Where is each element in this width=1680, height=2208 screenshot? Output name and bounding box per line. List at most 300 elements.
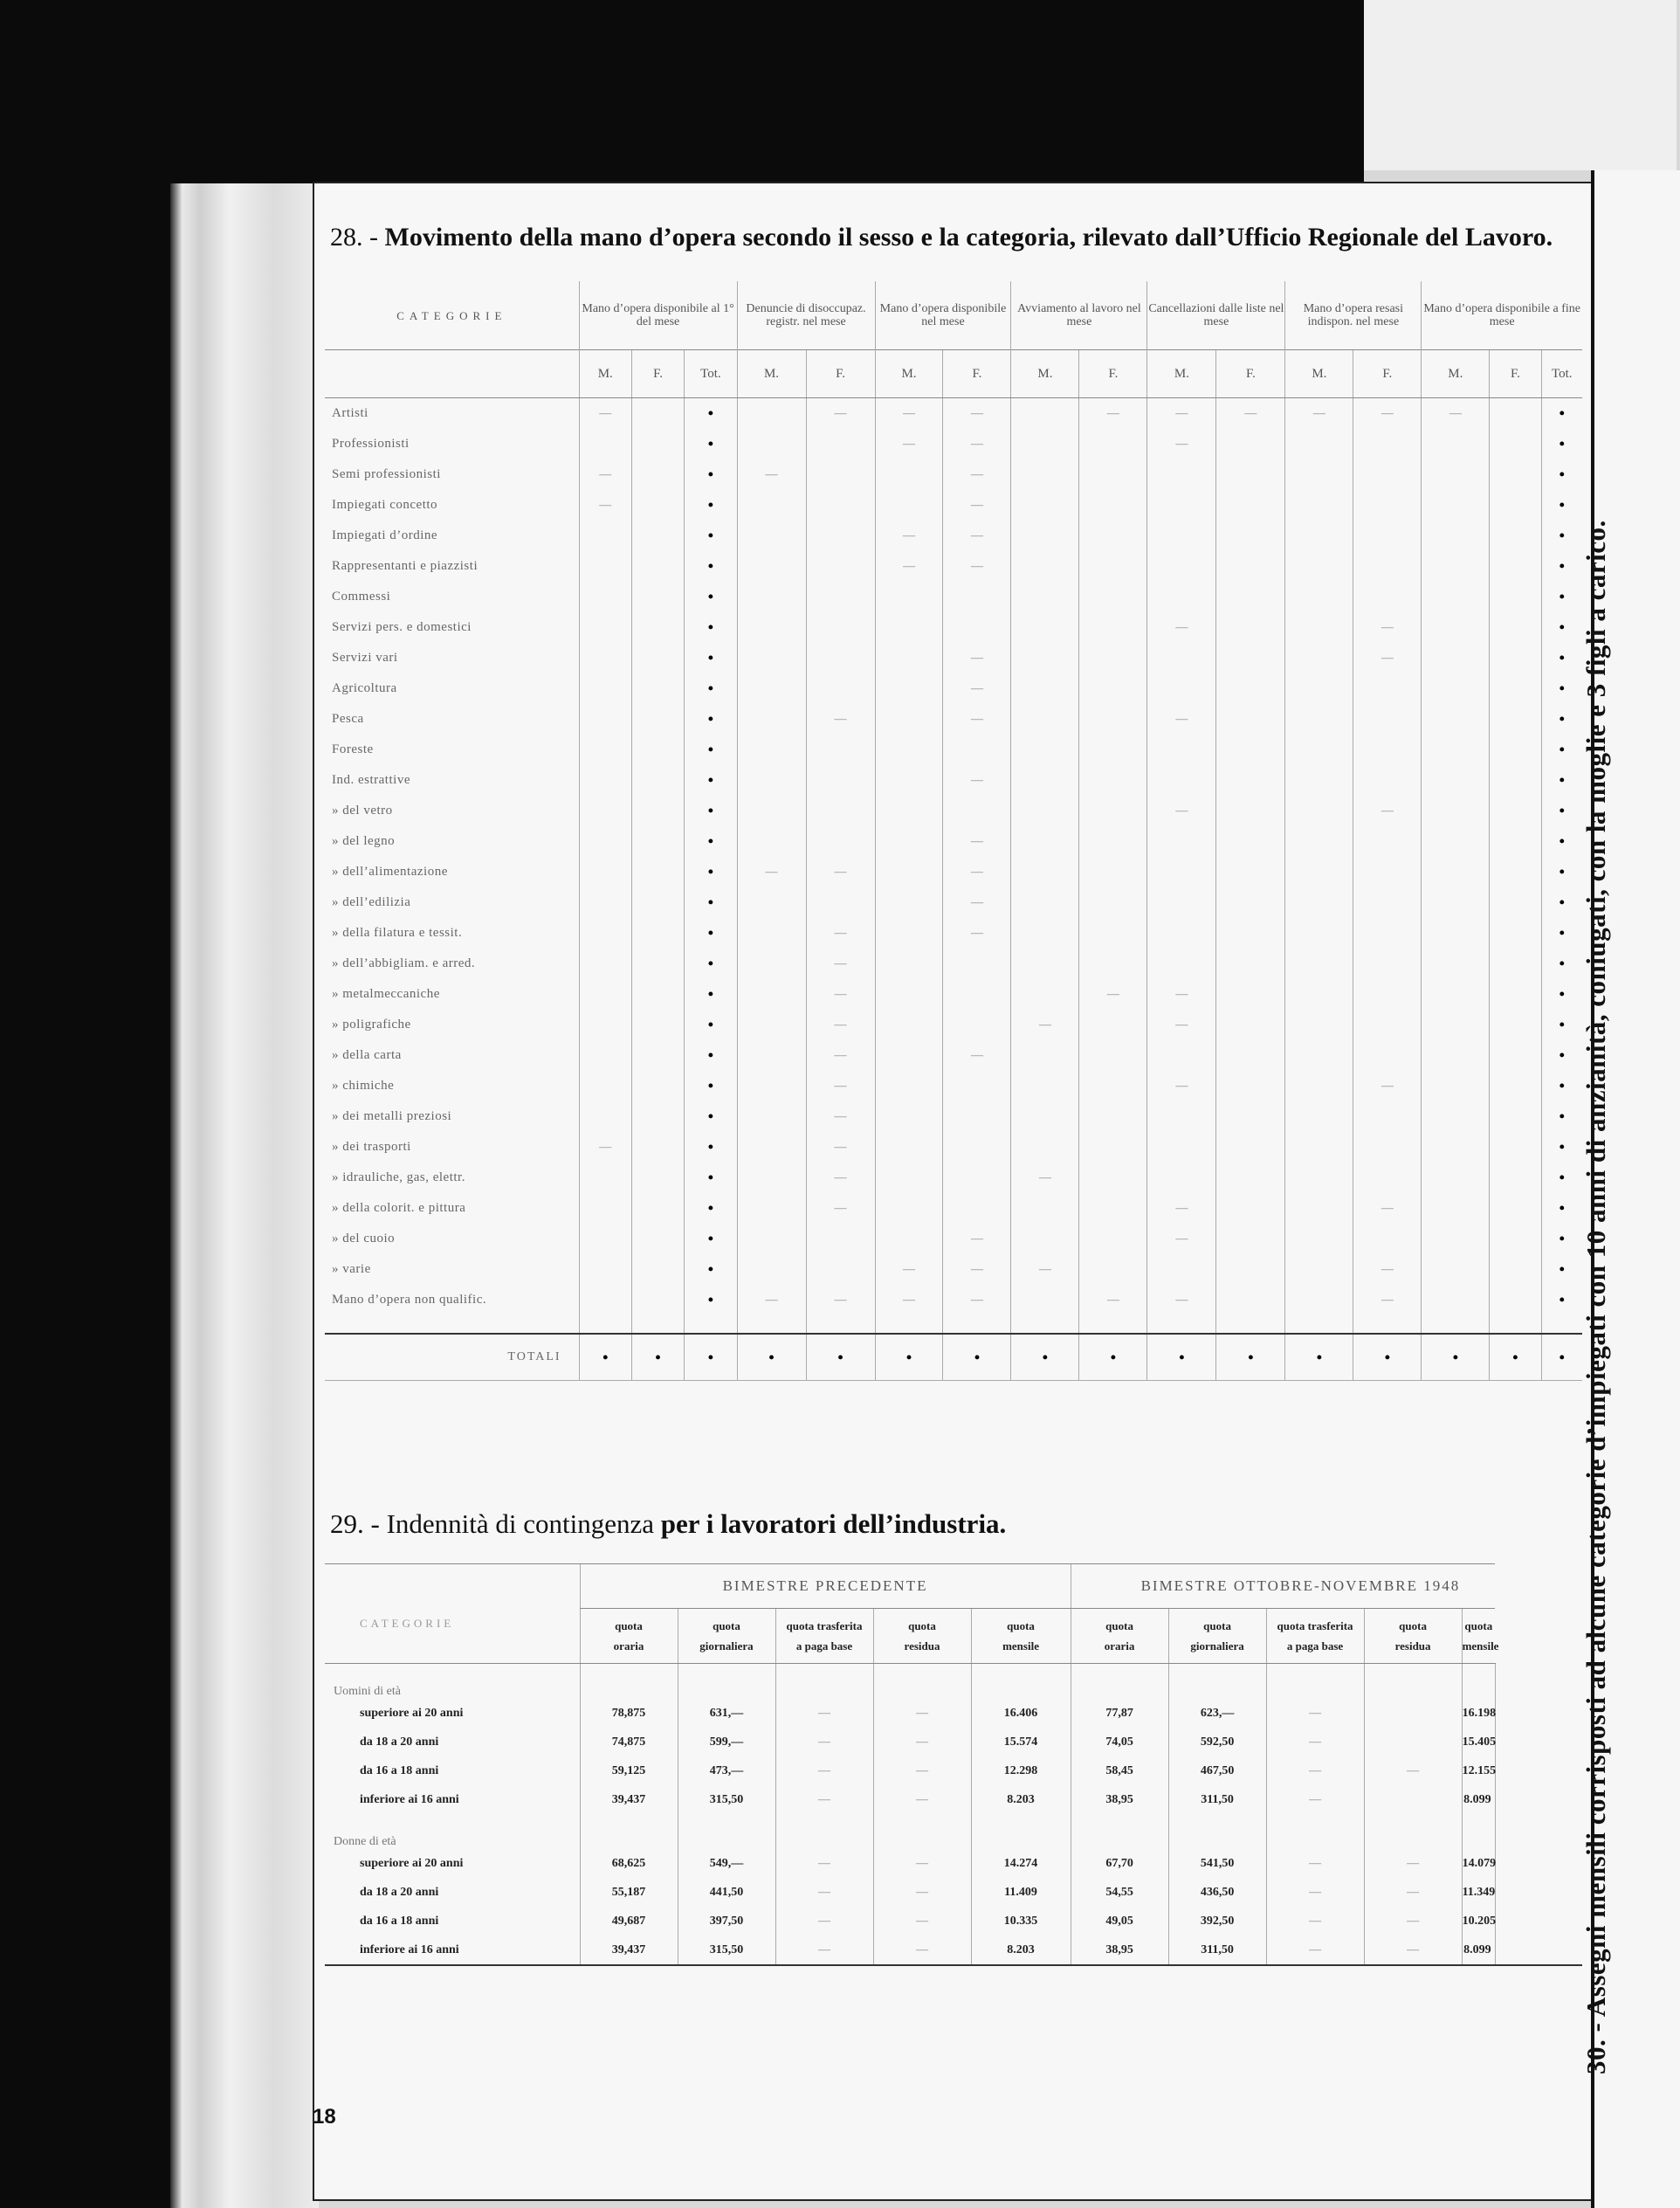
value-cell: 78,875 [580, 1699, 678, 1728]
empty-cell [631, 429, 684, 459]
value-cell: 8.099 [1462, 1785, 1495, 1814]
total-dot: • [737, 1334, 806, 1381]
total-dot: • [1541, 551, 1582, 582]
empty-cell [1490, 735, 1541, 765]
total-dot: • [685, 490, 737, 521]
spacer-cell [579, 1315, 631, 1334]
empty-cell [1147, 1163, 1216, 1193]
table-row [325, 398, 1582, 430]
empty-dash: — [1353, 612, 1422, 643]
empty-cell [1079, 1163, 1147, 1193]
empty-cell [579, 796, 631, 826]
empty-cell [1353, 459, 1422, 490]
table-row [325, 490, 1582, 521]
empty-cell [1490, 1285, 1541, 1315]
empty-cell [1490, 1132, 1541, 1163]
value-cell: — [873, 1756, 971, 1785]
table-row [325, 1254, 1582, 1285]
value-cell: — [1266, 1849, 1364, 1878]
row-label: superiore ai 20 anni [360, 1856, 464, 1870]
empty-cell [631, 857, 684, 887]
empty-cell [579, 979, 631, 1010]
row-category-label: » idrauliche, gas, elettr. [332, 1170, 465, 1184]
value-cell: 49,05 [1071, 1907, 1168, 1935]
empty-dash: — [1353, 796, 1422, 826]
empty-cell [737, 1224, 806, 1254]
empty-cell [1216, 1010, 1285, 1040]
subheader-sex: Tot. [1541, 350, 1582, 398]
empty-cell [1079, 459, 1147, 490]
empty-dash: — [806, 1132, 875, 1163]
spacer-cell [1216, 1315, 1285, 1334]
row-label: da 18 a 20 anni [360, 1885, 439, 1899]
value-cell: 467,50 [1168, 1756, 1266, 1785]
empty-cell [579, 429, 631, 459]
value-cell: — [775, 1699, 873, 1728]
table29-title-plain: Indennità di contingenza [386, 1508, 655, 1539]
empty-cell [875, 887, 943, 918]
empty-cell [1285, 1193, 1353, 1224]
empty-cell [579, 1224, 631, 1254]
empty-cell [579, 1071, 631, 1101]
empty-dash: — [1011, 1010, 1079, 1040]
empty-cell [943, 979, 1011, 1010]
value-cell: 74,05 [1071, 1728, 1168, 1756]
empty-dash: — [1147, 1071, 1216, 1101]
empty-cell [1353, 887, 1422, 918]
empty-cell [1011, 887, 1079, 918]
empty-cell [1422, 551, 1490, 582]
total-dot: • [1541, 1163, 1582, 1193]
empty-cell [1168, 1664, 1266, 1700]
row-category-label: » chimiche [332, 1079, 395, 1093]
empty-cell [1285, 582, 1353, 612]
subheader-sex: F. [631, 350, 684, 398]
empty-cell [631, 1224, 684, 1254]
empty-cell [875, 949, 943, 979]
empty-cell [1011, 673, 1079, 704]
empty-cell [806, 490, 875, 521]
total-dot: • [685, 551, 737, 582]
empty-cell [631, 826, 684, 857]
empty-cell [1422, 826, 1490, 857]
quota-header-line2: a paga base [1286, 1639, 1344, 1653]
empty-cell [737, 673, 806, 704]
empty-cell [1353, 1040, 1422, 1071]
empty-dash: — [875, 1254, 943, 1285]
empty-cell [1422, 429, 1490, 459]
subheader-sex: M. [737, 350, 806, 398]
table29-cost-of-living-allowance [325, 1563, 1582, 1966]
empty-cell [806, 521, 875, 551]
empty-cell [1285, 1101, 1353, 1132]
empty-cell [1422, 490, 1490, 521]
empty-cell [1147, 1101, 1216, 1132]
empty-cell [579, 1010, 631, 1040]
quota-header-line1: quota trasferita [1277, 1619, 1353, 1632]
empty-dash: — [806, 918, 875, 949]
table-row [325, 1728, 1582, 1756]
quota-header-line1: quota [1464, 1619, 1493, 1632]
empty-cell [1285, 551, 1353, 582]
empty-dash: — [806, 1040, 875, 1071]
empty-cell [579, 673, 631, 704]
table-row [325, 1132, 1582, 1163]
table-row [325, 826, 1582, 857]
empty-cell [1079, 429, 1147, 459]
empty-cell [1285, 673, 1353, 704]
empty-cell [806, 1254, 875, 1285]
total-dot: • [685, 673, 737, 704]
empty-cell [1490, 796, 1541, 826]
total-dot: • [1541, 612, 1582, 643]
empty-cell [1285, 521, 1353, 551]
empty-cell [1490, 673, 1541, 704]
total-dot: • [1541, 735, 1582, 765]
quota-header [678, 1609, 775, 1664]
row-label: da 16 a 18 anni [360, 1914, 439, 1928]
value-cell: — [1266, 1756, 1364, 1785]
empty-cell [631, 1010, 684, 1040]
empty-cell [943, 1193, 1011, 1224]
quota-header-line2: oraria [1104, 1639, 1135, 1653]
table-row [325, 429, 1582, 459]
empty-cell [943, 582, 1011, 612]
spacer-cell [1541, 1315, 1582, 1334]
empty-cell [1147, 673, 1216, 704]
value-cell: — [873, 1849, 971, 1878]
empty-cell [875, 1071, 943, 1101]
empty-cell [1490, 918, 1541, 949]
value-cell: — [775, 1756, 873, 1785]
quota-header-line2: giornaliera [699, 1639, 754, 1653]
value-cell: — [873, 1935, 971, 1965]
row-category-label: » metalmeccaniche [332, 987, 440, 1001]
empty-cell [737, 643, 806, 673]
empty-cell [1147, 582, 1216, 612]
empty-cell [1147, 459, 1216, 490]
empty-cell [1079, 1101, 1147, 1132]
empty-cell [1216, 979, 1285, 1010]
empty-cell [579, 1163, 631, 1193]
book-binding [170, 183, 319, 2208]
empty-cell [737, 521, 806, 551]
empty-cell [631, 490, 684, 521]
empty-cell [1216, 887, 1285, 918]
empty-cell [1216, 949, 1285, 979]
row-category-label: » poligrafiche [332, 1018, 411, 1032]
value-cell [1364, 1699, 1462, 1728]
empty-cell [1216, 765, 1285, 796]
empty-cell [1147, 857, 1216, 887]
row-category-label: » varie [332, 1262, 371, 1276]
empty-dash: — [806, 857, 875, 887]
empty-cell [631, 1132, 684, 1163]
total-dot: • [685, 1071, 737, 1101]
empty-cell [1011, 612, 1079, 643]
value-cell: 14.274 [971, 1849, 1071, 1878]
total-dot: • [579, 1334, 631, 1381]
empty-cell [737, 887, 806, 918]
empty-cell [1216, 704, 1285, 735]
empty-cell [775, 1664, 873, 1700]
empty-cell [737, 1010, 806, 1040]
empty-cell [1422, 735, 1490, 765]
row-category-label: Mano d’opera non qualific. [332, 1293, 487, 1307]
total-dot: • [1541, 521, 1582, 551]
empty-cell [1495, 1935, 1582, 1965]
empty-cell [678, 1814, 775, 1849]
quota-header [775, 1609, 873, 1664]
table-row [325, 1935, 1582, 1965]
value-cell: — [873, 1785, 971, 1814]
value-cell: 12.155 [1462, 1756, 1495, 1785]
total-dot: • [1541, 1224, 1582, 1254]
empty-dash: — [943, 643, 1011, 673]
quota-header-line2: residua [904, 1639, 940, 1653]
empty-cell [875, 1224, 943, 1254]
empty-cell [737, 826, 806, 857]
empty-cell [1490, 551, 1541, 582]
empty-cell [1147, 490, 1216, 521]
quota-header [580, 1609, 678, 1664]
empty-cell [1353, 857, 1422, 887]
empty-cell [1079, 1132, 1147, 1163]
empty-cell [1422, 521, 1490, 551]
subheader-sex: M. [1011, 350, 1079, 398]
empty-cell [631, 582, 684, 612]
quota-header-line1: quota trasferita [786, 1619, 863, 1632]
row-category-label: » dei trasporti [332, 1140, 411, 1154]
total-dot: • [1541, 1010, 1582, 1040]
empty-cell [1216, 918, 1285, 949]
empty-cell [579, 735, 631, 765]
empty-cell [1353, 826, 1422, 857]
empty-cell [631, 1285, 684, 1315]
value-cell: 39,437 [580, 1785, 678, 1814]
table-row [325, 459, 1582, 490]
value-cell: — [1364, 1935, 1462, 1965]
empty-cell [1495, 1907, 1582, 1935]
spacer-cell [806, 1315, 875, 1334]
table-row [325, 1010, 1582, 1040]
row-category-label: Foreste [332, 742, 374, 756]
value-cell: 8.203 [971, 1935, 1071, 1965]
empty-cell [1285, 796, 1353, 826]
group-header: Mano d’opera disponibile al 1° del mese [579, 281, 737, 350]
empty-cell [1011, 459, 1079, 490]
total-dot: • [685, 1285, 737, 1315]
empty-cell [1079, 551, 1147, 582]
empty-cell [631, 612, 684, 643]
table-row [325, 765, 1582, 796]
empty-cell [1422, 887, 1490, 918]
subheader-sex: M. [1422, 350, 1490, 398]
empty-cell [1462, 1814, 1495, 1849]
total-dot: • [685, 643, 737, 673]
total-dot: • [1541, 490, 1582, 521]
empty-dash: — [943, 1285, 1011, 1315]
table-row [325, 582, 1582, 612]
empty-cell [579, 612, 631, 643]
total-dot: • [1541, 1071, 1582, 1101]
quota-header-line1: quota [1399, 1619, 1427, 1632]
empty-dash: — [943, 398, 1011, 430]
total-dot: • [685, 887, 737, 918]
subheader-sex: M. [579, 350, 631, 398]
empty-cell [1495, 1878, 1582, 1907]
value-cell: 11.349 [1462, 1878, 1495, 1907]
empty-cell [580, 1814, 678, 1849]
total-dot: • [685, 612, 737, 643]
empty-dash: — [943, 459, 1011, 490]
empty-dash: — [1285, 398, 1353, 430]
quota-header [1168, 1609, 1266, 1664]
empty-dash: — [737, 459, 806, 490]
empty-cell [1422, 1010, 1490, 1040]
empty-cell [1011, 1285, 1079, 1315]
empty-cell [943, 1010, 1011, 1040]
empty-dash: — [943, 429, 1011, 459]
empty-cell [875, 459, 943, 490]
empty-cell [1147, 887, 1216, 918]
empty-cell [775, 1814, 873, 1849]
table-row [325, 1699, 1582, 1728]
empty-dash: — [1147, 1193, 1216, 1224]
empty-cell [1216, 1040, 1285, 1071]
quota-header [1462, 1609, 1499, 1664]
empty-cell [631, 1163, 684, 1193]
empty-cell [1422, 979, 1490, 1010]
empty-cell [1011, 1224, 1079, 1254]
value-cell: 541,50 [1168, 1849, 1266, 1878]
empty-cell [1011, 918, 1079, 949]
value-cell: — [873, 1699, 971, 1728]
empty-cell [1285, 429, 1353, 459]
empty-cell [806, 735, 875, 765]
empty-cell [1216, 826, 1285, 857]
total-dot: • [1541, 643, 1582, 673]
empty-dash: — [875, 398, 943, 430]
value-cell: — [775, 1907, 873, 1935]
table-row [325, 1193, 1582, 1224]
empty-cell [737, 735, 806, 765]
subheader-sex: F. [1216, 350, 1285, 398]
spacer-cell [1422, 1315, 1490, 1334]
value-cell: 8.203 [971, 1785, 1071, 1814]
empty-cell [737, 1071, 806, 1101]
empty-cell [1285, 979, 1353, 1010]
row-category-label: » della carta [332, 1048, 402, 1062]
total-dot: • [1541, 1132, 1582, 1163]
row-category-label: Impiegati concetto [332, 498, 438, 512]
empty-cell [1079, 643, 1147, 673]
empty-cell [737, 1040, 806, 1071]
empty-cell [1216, 643, 1285, 673]
empty-cell [631, 459, 684, 490]
empty-cell [579, 857, 631, 887]
empty-cell [1422, 459, 1490, 490]
value-cell: 311,50 [1168, 1935, 1266, 1965]
empty-cell [1422, 796, 1490, 826]
empty-cell [875, 826, 943, 857]
table28-number: 28. - [330, 223, 378, 252]
value-cell: 631,— [678, 1699, 775, 1728]
empty-cell [1079, 857, 1147, 887]
spacer-cell [943, 1315, 1011, 1334]
row-category-label: » della filatura e tessit. [332, 926, 463, 940]
empty-cell [737, 429, 806, 459]
total-dot: • [1541, 429, 1582, 459]
empty-cell [631, 521, 684, 551]
empty-cell [1285, 918, 1353, 949]
empty-cell [1011, 429, 1079, 459]
empty-dash: — [1353, 1285, 1422, 1315]
total-dot: • [1490, 1334, 1541, 1381]
row-category-label: Rappresentanti e piazzisti [332, 559, 479, 573]
value-cell: — [1266, 1878, 1364, 1907]
empty-dash: — [737, 857, 806, 887]
empty-cell [1216, 1193, 1285, 1224]
empty-cell [1216, 612, 1285, 643]
spacer-cell [631, 1315, 684, 1334]
subheader-sex: F. [806, 350, 875, 398]
empty-cell [1011, 1193, 1079, 1224]
empty-dash: — [1011, 1254, 1079, 1285]
empty-dash: — [1422, 398, 1490, 430]
value-cell: 436,50 [1168, 1878, 1266, 1907]
table-row [325, 551, 1582, 582]
empty-cell [631, 551, 684, 582]
empty-dash: — [1353, 398, 1422, 430]
row-category-label: Professionisti [332, 437, 410, 451]
value-cell: — [873, 1907, 971, 1935]
empty-cell [806, 643, 875, 673]
empty-cell [1071, 1814, 1168, 1849]
empty-cell [1353, 521, 1422, 551]
row-category-label: » del legno [332, 834, 396, 848]
empty-cell [737, 949, 806, 979]
total-dot: • [685, 1334, 737, 1381]
empty-cell [579, 1101, 631, 1132]
empty-dash: — [943, 704, 1011, 735]
value-cell: 58,45 [1071, 1756, 1168, 1785]
empty-cell [1495, 1699, 1582, 1728]
empty-dash: — [875, 429, 943, 459]
total-dot: • [875, 1334, 943, 1381]
value-cell: — [1364, 1849, 1462, 1878]
table29-category-header: CATEGORIE [325, 1564, 580, 1664]
spacer-cell [1079, 1315, 1147, 1334]
row-category-label: Pesca [332, 712, 364, 726]
empty-cell [1422, 1071, 1490, 1101]
empty-cell [1285, 1285, 1353, 1315]
value-cell: 39,437 [580, 1935, 678, 1965]
row-label: da 16 a 18 anni [360, 1763, 439, 1777]
empty-dash: — [943, 1040, 1011, 1071]
empty-cell [1490, 398, 1541, 430]
empty-cell [1422, 1285, 1490, 1315]
empty-cell [1490, 1040, 1541, 1071]
row-category-label: Impiegati d’ordine [332, 528, 438, 542]
value-cell: — [873, 1728, 971, 1756]
empty-cell [1216, 1254, 1285, 1285]
empty-cell [737, 765, 806, 796]
empty-dash: — [806, 1101, 875, 1132]
value-cell: 59,125 [580, 1756, 678, 1785]
total-dot: • [1541, 1334, 1582, 1381]
empty-cell [1216, 1285, 1285, 1315]
